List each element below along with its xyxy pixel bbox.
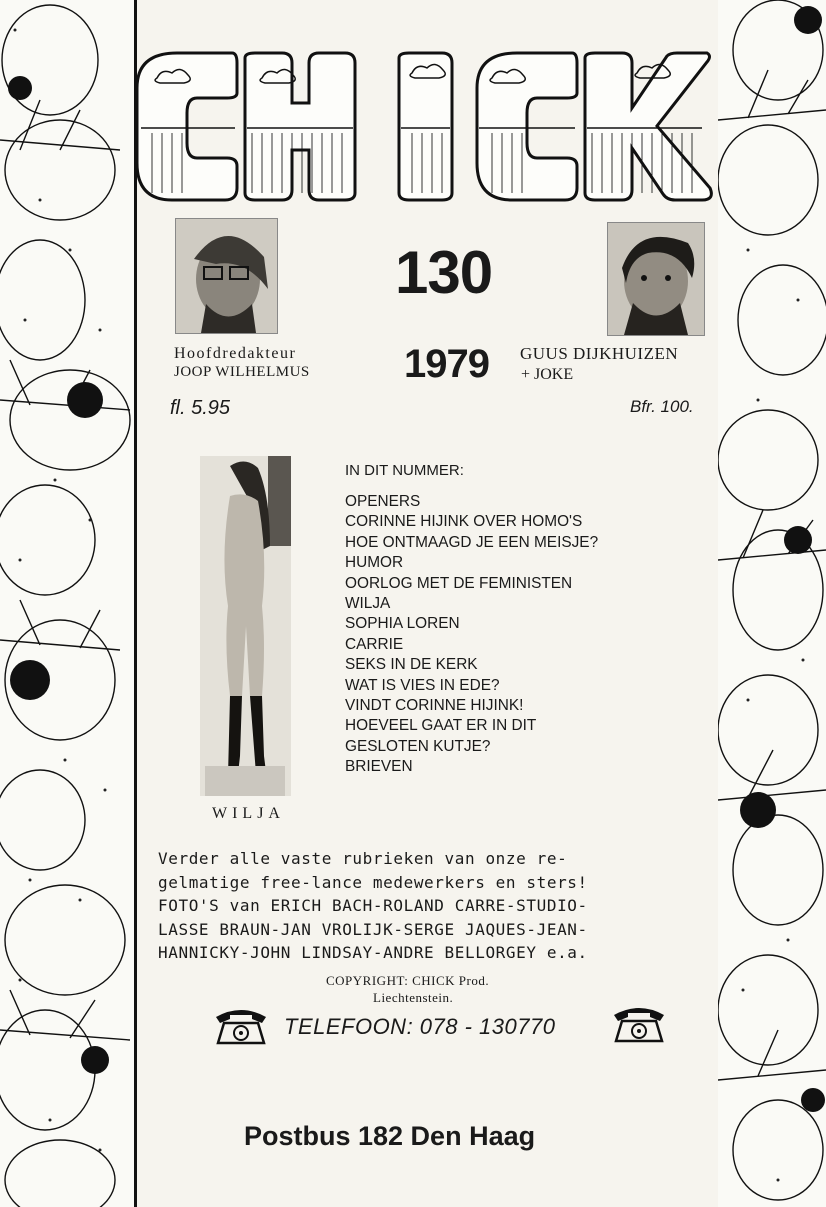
editor-role: Hoofdredakteur (174, 345, 297, 362)
copyright-line: COPYRIGHT: CHICK Prod. (326, 973, 490, 988)
copyright-location: Liechtenstein. (373, 990, 454, 1005)
editor-photo (175, 218, 278, 334)
cover-name-2: + JOKE (521, 366, 574, 383)
postal-address: Postbus 182 Den Haag (244, 1121, 536, 1151)
model-caption: WILJA (212, 805, 285, 822)
contents-item: HOE ONTMAAGD JE EEN MEISJE? (345, 533, 599, 551)
contents-item: OPENERS (345, 493, 421, 510)
body-line: FOTO'S van ERICH BACH-ROLAND CARRE-STUDIO- (158, 896, 588, 915)
body-line: LASSE BRAUN-JAN VROLIJK-SERGE JAQUES-JEAN- (158, 919, 588, 939)
contents-item: WAT IS VIES IN EDE? (345, 676, 500, 694)
cover-name: GUUS DIJKHUIZEN (520, 344, 679, 363)
body-line: Verder alle vaste rubrieken van onze re- (158, 849, 568, 868)
contents-item: WILJA (345, 594, 391, 612)
price-belgium: Bfr. 100. (630, 397, 694, 416)
body-line: gelmatige free-lance medewerkers en sters! (158, 872, 588, 892)
contents-item: GESLOTEN KUTJE? (345, 737, 491, 755)
body-text (158, 847, 698, 965)
contents-item: HOEVEEL GAAT ER IN DIT (345, 717, 537, 735)
contents-heading: IN DIT NUMMER: (345, 462, 464, 479)
contents-item: SEKS IN DE KERK (345, 656, 478, 674)
model-photo (200, 456, 291, 796)
contents-item: BRIEVEN (345, 758, 413, 776)
cover-person-photo (607, 222, 705, 336)
issue-year: 1979 (404, 342, 489, 386)
chick-logo (137, 48, 715, 208)
price-netherlands: fl. 5.95 (170, 397, 231, 419)
contents-item: VINDT CORINNE HIJINK! (345, 696, 524, 714)
left-tree-border (0, 0, 137, 1207)
right-tree-border (715, 0, 826, 1207)
contents-item: CARRIE (345, 635, 404, 653)
contents-item: CORINNE HIJINK OVER HOMO'S (345, 513, 583, 531)
contents-item: HUMOR (345, 554, 404, 572)
issue-number: 130 (395, 239, 493, 306)
contents-item: SOPHIA LOREN (345, 615, 460, 633)
telephone-icon (212, 1003, 270, 1045)
body-line: HANNICKY-JOHN LINDSAY-ANDRE BELLORGEY e.a. (158, 943, 588, 962)
telephone-icon (610, 1001, 668, 1043)
contents-item: OORLOG MET DE FEMINISTEN (345, 574, 573, 592)
phone-number: TELEFOON: 078 - 130770 (284, 1014, 556, 1039)
contents-list (345, 492, 598, 777)
editor-name: JOOP WILHELMUS (174, 364, 310, 380)
